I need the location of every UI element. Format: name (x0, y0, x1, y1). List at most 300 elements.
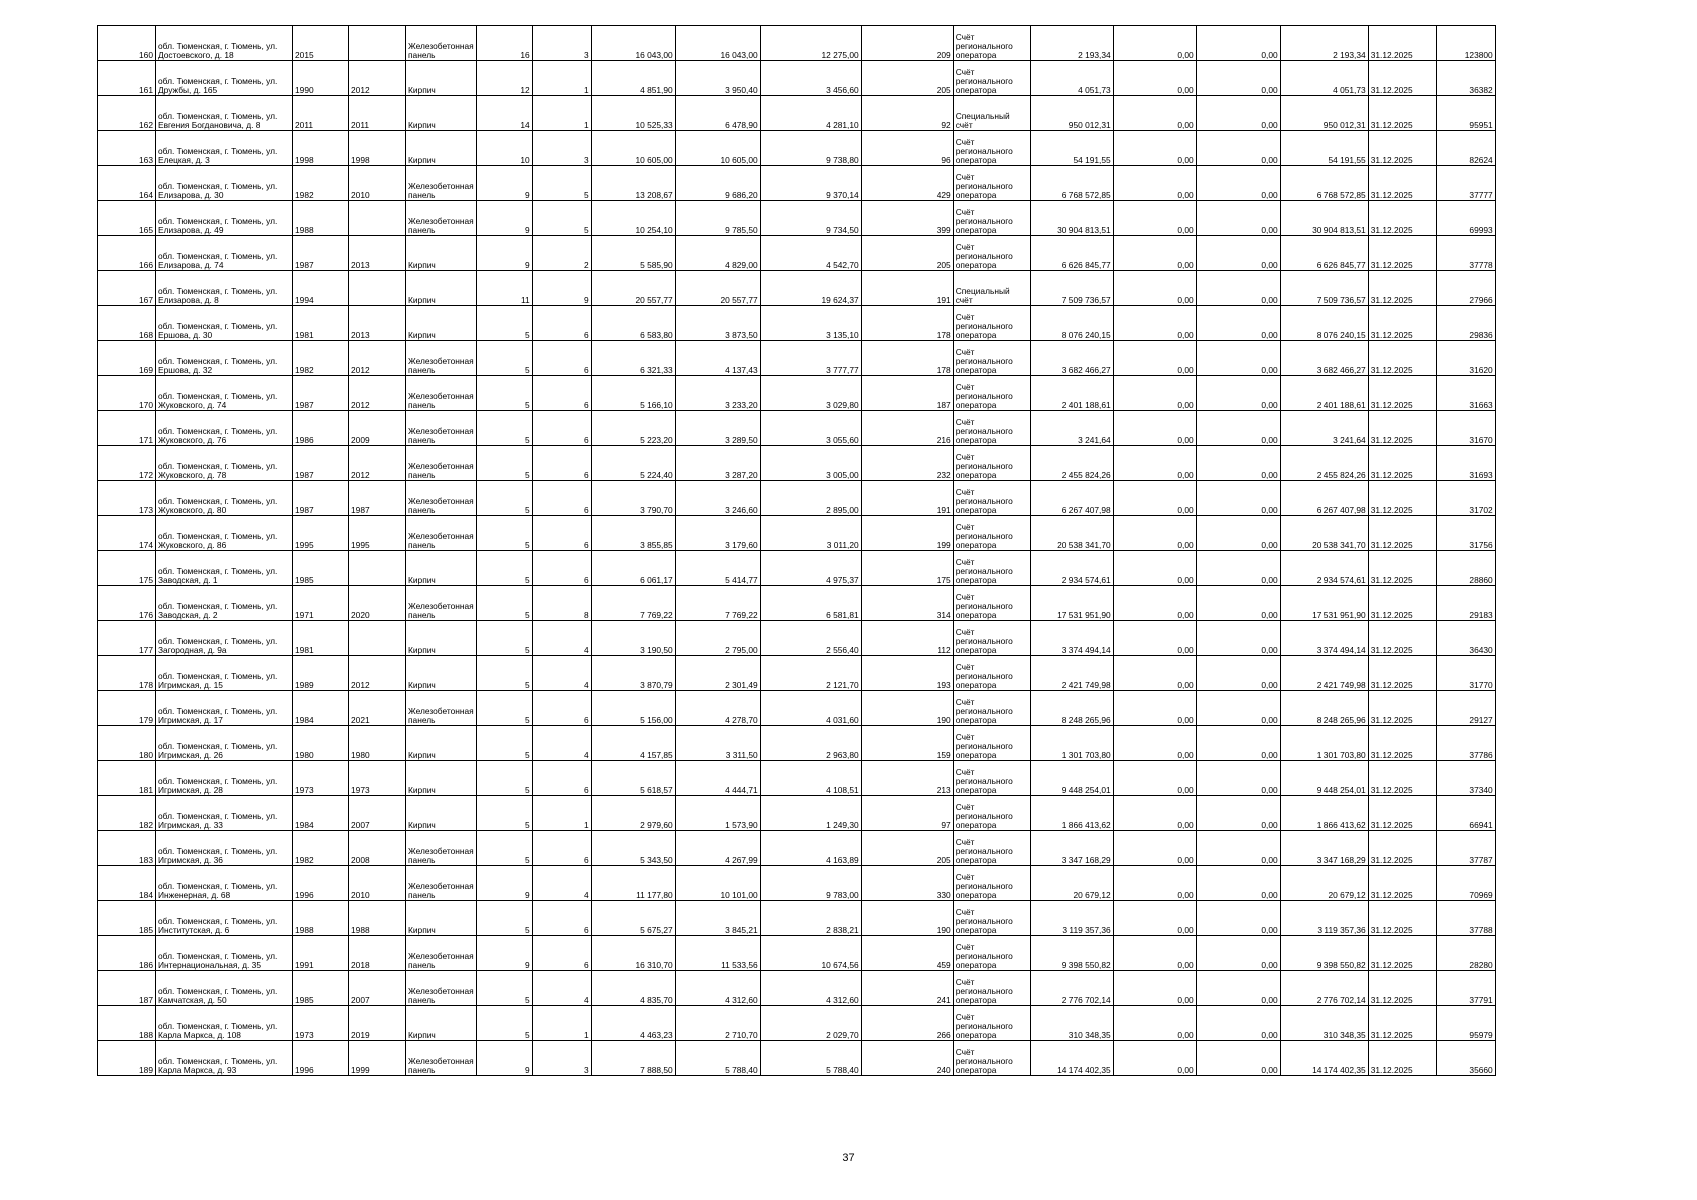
residents-cell: 216 (861, 411, 953, 446)
fund-account-type-cell: Счёт регионального оператора (953, 971, 1030, 1006)
row-number-cell: 189 (98, 1041, 156, 1076)
build-year-cell: 1991 (293, 936, 349, 971)
overhaul-year-cell: 2007 (349, 796, 406, 831)
deadline-date-cell: 31.12.2025 (1368, 691, 1436, 726)
collected-amount-cell: 6 626 845,77 (1030, 236, 1113, 271)
deadline-date-cell: 31.12.2025 (1368, 306, 1436, 341)
wall-material-cell: Железобетонная панель (406, 516, 477, 551)
total-area-cell: 4 835,70 (591, 971, 675, 1006)
collected-amount-cell: 2 455 824,26 (1030, 446, 1113, 481)
table-row (98, 376, 1496, 411)
deadline-date-cell: 31.12.2025 (1368, 726, 1436, 761)
house-id-cell: 95951 (1436, 96, 1495, 131)
collected-amount-cell: 3 374 494,14 (1030, 621, 1113, 656)
entrances-cell: 3 (532, 131, 591, 166)
total-area-cell: 5 343,50 (591, 831, 675, 866)
collected-amount-cell: 310 348,35 (1030, 1006, 1113, 1041)
collected-amount-cell: 950 012,31 (1030, 96, 1113, 131)
overhaul-year-cell: 1998 (349, 131, 406, 166)
residents-cell: 92 (861, 96, 953, 131)
entrances-cell: 3 (532, 26, 591, 61)
spent-amount-cell: 0,00 (1113, 551, 1196, 586)
residents-cell: 314 (861, 586, 953, 621)
wall-material-cell: Железобетонная панель (406, 376, 477, 411)
residents-cell: 205 (861, 831, 953, 866)
address-cell: обл. Тюменская, г. Тюмень, ул. Жуковского, д. 76 (156, 411, 293, 446)
entrances-cell: 6 (532, 551, 591, 586)
owned-area-cell: 2 895,00 (760, 481, 861, 516)
wall-material-cell: Кирпич (406, 306, 477, 341)
wall-material-cell: Железобетонная панель (406, 26, 477, 61)
wall-material-cell: Железобетонная панель (406, 586, 477, 621)
fund-account-type-cell: Специальный счёт (953, 271, 1030, 306)
collected-amount-cell: 4 051,73 (1030, 61, 1113, 96)
row-number-cell: 180 (98, 726, 156, 761)
collected-amount-cell: 3 119 357,36 (1030, 901, 1113, 936)
overhaul-year-cell: 1988 (349, 901, 406, 936)
fund-account-type-cell: Счёт регионального оператора (953, 796, 1030, 831)
table-row (98, 796, 1496, 831)
row-number-cell: 179 (98, 691, 156, 726)
residential-area-cell: 1 573,90 (675, 796, 760, 831)
overhaul-year-cell: 1995 (349, 516, 406, 551)
owned-area-cell: 2 121,70 (760, 656, 861, 691)
build-year-cell: 2011 (293, 96, 349, 131)
house-id-cell: 31756 (1436, 516, 1495, 551)
entrances-cell: 6 (532, 376, 591, 411)
residents-cell: 429 (861, 166, 953, 201)
address-cell: обл. Тюменская, г. Тюмень, ул. Жуковского, д. 86 (156, 516, 293, 551)
total-area-cell: 6 321,33 (591, 341, 675, 376)
house-id-cell: 29127 (1436, 691, 1495, 726)
fund-account-type-cell: Счёт регионального оператора (953, 551, 1030, 586)
house-id-cell: 28280 (1436, 936, 1495, 971)
owned-area-cell: 4 163,89 (760, 831, 861, 866)
wall-material-cell: Кирпич (406, 551, 477, 586)
collected-amount-cell: 17 531 951,90 (1030, 586, 1113, 621)
overhaul-year-cell: 2008 (349, 831, 406, 866)
residential-area-cell: 3 873,50 (675, 306, 760, 341)
overhaul-year-cell: 2007 (349, 971, 406, 1006)
floors-cell: 5 (476, 621, 532, 656)
overhaul-year-cell (349, 621, 406, 656)
house-id-cell: 29836 (1436, 306, 1495, 341)
fund-account-type-cell: Специальный счёт (953, 96, 1030, 131)
wall-material-cell: Кирпич (406, 726, 477, 761)
row-number-cell: 162 (98, 96, 156, 131)
address-cell: обл. Тюменская, г. Тюмень, ул. Жуковского, д. 74 (156, 376, 293, 411)
balance-amount-cell: 9 448 254,01 (1280, 761, 1368, 796)
house-id-cell: 31663 (1436, 376, 1495, 411)
debt-amount-cell: 0,00 (1196, 376, 1280, 411)
spent-amount-cell: 0,00 (1113, 621, 1196, 656)
house-id-cell: 37791 (1436, 971, 1495, 1006)
table-row (98, 411, 1496, 446)
floors-cell: 9 (476, 866, 532, 901)
collected-amount-cell: 2 193,34 (1030, 26, 1113, 61)
row-number-cell: 186 (98, 936, 156, 971)
owned-area-cell: 9 738,80 (760, 131, 861, 166)
house-id-cell: 29183 (1436, 586, 1495, 621)
total-area-cell: 13 208,67 (591, 166, 675, 201)
row-number-cell: 161 (98, 61, 156, 96)
residents-cell: 112 (861, 621, 953, 656)
wall-material-cell: Железобетонная панель (406, 341, 477, 376)
residential-area-cell: 3 845,21 (675, 901, 760, 936)
collected-amount-cell: 20 538 341,70 (1030, 516, 1113, 551)
debt-amount-cell: 0,00 (1196, 236, 1280, 271)
row-number-cell: 169 (98, 341, 156, 376)
deadline-date-cell: 31.12.2025 (1368, 831, 1436, 866)
build-year-cell: 1987 (293, 376, 349, 411)
deadline-date-cell: 31.12.2025 (1368, 271, 1436, 306)
floors-cell: 11 (476, 271, 532, 306)
build-year-cell: 1987 (293, 481, 349, 516)
floors-cell: 5 (476, 901, 532, 936)
balance-amount-cell: 3 347 168,29 (1280, 831, 1368, 866)
wall-material-cell: Железобетонная панель (406, 201, 477, 236)
spent-amount-cell: 0,00 (1113, 796, 1196, 831)
build-year-cell: 1995 (293, 516, 349, 551)
row-number-cell: 164 (98, 166, 156, 201)
floors-cell: 5 (476, 761, 532, 796)
debt-amount-cell: 0,00 (1196, 201, 1280, 236)
build-year-cell: 1998 (293, 131, 349, 166)
entrances-cell: 3 (532, 1041, 591, 1076)
residents-cell: 97 (861, 796, 953, 831)
table-row (98, 166, 1496, 201)
wall-material-cell: Кирпич (406, 796, 477, 831)
page-number: 37 (842, 1152, 855, 1164)
table-row (98, 26, 1496, 61)
table-row (98, 271, 1496, 306)
owned-area-cell: 1 249,30 (760, 796, 861, 831)
house-id-cell: 28860 (1436, 551, 1495, 586)
debt-amount-cell: 0,00 (1196, 61, 1280, 96)
build-year-cell: 1989 (293, 656, 349, 691)
wall-material-cell: Железобетонная панель (406, 866, 477, 901)
collected-amount-cell: 3 241,64 (1030, 411, 1113, 446)
overhaul-year-cell: 2012 (349, 61, 406, 96)
balance-amount-cell: 6 626 845,77 (1280, 236, 1368, 271)
deadline-date-cell: 31.12.2025 (1368, 341, 1436, 376)
address-cell: обл. Тюменская, г. Тюмень, ул. Интернациональная, д. 35 (156, 936, 293, 971)
residents-cell: 240 (861, 1041, 953, 1076)
row-number-cell: 163 (98, 131, 156, 166)
residential-area-cell: 3 233,20 (675, 376, 760, 411)
house-id-cell: 31770 (1436, 656, 1495, 691)
address-cell: обл. Тюменская, г. Тюмень, ул. Игримская, д. 33 (156, 796, 293, 831)
spent-amount-cell: 0,00 (1113, 866, 1196, 901)
floors-cell: 5 (476, 341, 532, 376)
deadline-date-cell: 31.12.2025 (1368, 411, 1436, 446)
debt-amount-cell: 0,00 (1196, 621, 1280, 656)
collected-amount-cell: 9 448 254,01 (1030, 761, 1113, 796)
total-area-cell: 7 888,50 (591, 1041, 675, 1076)
spent-amount-cell: 0,00 (1113, 691, 1196, 726)
owned-area-cell: 4 108,51 (760, 761, 861, 796)
residential-area-cell: 5 788,40 (675, 1041, 760, 1076)
house-id-cell: 37778 (1436, 236, 1495, 271)
spent-amount-cell: 0,00 (1113, 236, 1196, 271)
balance-amount-cell: 1 866 413,62 (1280, 796, 1368, 831)
deadline-date-cell: 31.12.2025 (1368, 796, 1436, 831)
address-cell: обл. Тюменская, г. Тюмень, ул. Инженерная, д. 68 (156, 866, 293, 901)
house-id-cell: 37340 (1436, 761, 1495, 796)
residents-cell: 159 (861, 726, 953, 761)
balance-amount-cell: 4 051,73 (1280, 61, 1368, 96)
spent-amount-cell: 0,00 (1113, 376, 1196, 411)
spent-amount-cell: 0,00 (1113, 936, 1196, 971)
fund-account-type-cell: Счёт регионального оператора (953, 131, 1030, 166)
spent-amount-cell: 0,00 (1113, 1006, 1196, 1041)
collected-amount-cell: 6 768 572,85 (1030, 166, 1113, 201)
fund-account-type-cell: Счёт регионального оператора (953, 376, 1030, 411)
house-id-cell: 36430 (1436, 621, 1495, 656)
residential-area-cell: 3 311,50 (675, 726, 760, 761)
fund-account-type-cell: Счёт регионального оператора (953, 726, 1030, 761)
debt-amount-cell: 0,00 (1196, 796, 1280, 831)
wall-material-cell: Железобетонная панель (406, 446, 477, 481)
entrances-cell: 4 (532, 971, 591, 1006)
entrances-cell: 4 (532, 726, 591, 761)
debt-amount-cell: 0,00 (1196, 901, 1280, 936)
floors-cell: 5 (476, 376, 532, 411)
build-year-cell: 1990 (293, 61, 349, 96)
residents-cell: 205 (861, 61, 953, 96)
entrances-cell: 1 (532, 61, 591, 96)
deadline-date-cell: 31.12.2025 (1368, 26, 1436, 61)
overhaul-year-cell: 2010 (349, 866, 406, 901)
address-cell: обл. Тюменская, г. Тюмень, ул. Загородная, д. 9а (156, 621, 293, 656)
collected-amount-cell: 20 679,12 (1030, 866, 1113, 901)
residential-area-cell: 3 287,20 (675, 446, 760, 481)
entrances-cell: 4 (532, 621, 591, 656)
balance-amount-cell: 6 267 407,98 (1280, 481, 1368, 516)
residents-cell: 190 (861, 691, 953, 726)
build-year-cell: 1988 (293, 201, 349, 236)
deadline-date-cell: 31.12.2025 (1368, 866, 1436, 901)
spent-amount-cell: 0,00 (1113, 26, 1196, 61)
wall-material-cell: Железобетонная панель (406, 971, 477, 1006)
wall-material-cell: Железобетонная панель (406, 1041, 477, 1076)
overhaul-year-cell: 2012 (349, 446, 406, 481)
build-year-cell: 1996 (293, 1041, 349, 1076)
fund-account-type-cell: Счёт регионального оператора (953, 446, 1030, 481)
debt-amount-cell: 0,00 (1196, 831, 1280, 866)
wall-material-cell: Кирпич (406, 901, 477, 936)
total-area-cell: 2 979,60 (591, 796, 675, 831)
balance-amount-cell: 310 348,35 (1280, 1006, 1368, 1041)
balance-amount-cell: 17 531 951,90 (1280, 586, 1368, 621)
residential-area-cell: 4 312,60 (675, 971, 760, 1006)
table-row (98, 96, 1496, 131)
residential-area-cell: 16 043,00 (675, 26, 760, 61)
wall-material-cell: Железобетонная панель (406, 411, 477, 446)
spent-amount-cell: 0,00 (1113, 131, 1196, 166)
balance-amount-cell: 8 076 240,15 (1280, 306, 1368, 341)
entrances-cell: 6 (532, 901, 591, 936)
address-cell: обл. Тюменская, г. Тюмень, ул. Ершова, д. 32 (156, 341, 293, 376)
fund-account-type-cell: Счёт регионального оператора (953, 516, 1030, 551)
overhaul-year-cell: 2012 (349, 341, 406, 376)
balance-amount-cell: 6 768 572,85 (1280, 166, 1368, 201)
table-row (98, 61, 1496, 96)
balance-amount-cell: 2 455 824,26 (1280, 446, 1368, 481)
residential-area-cell: 11 533,56 (675, 936, 760, 971)
deadline-date-cell: 31.12.2025 (1368, 131, 1436, 166)
table-row (98, 341, 1496, 376)
debt-amount-cell: 0,00 (1196, 551, 1280, 586)
overhaul-year-cell: 1980 (349, 726, 406, 761)
house-id-cell: 70969 (1436, 866, 1495, 901)
row-number-cell: 185 (98, 901, 156, 936)
residential-area-cell: 9 686,20 (675, 166, 760, 201)
owned-area-cell: 3 011,20 (760, 516, 861, 551)
spent-amount-cell: 0,00 (1113, 411, 1196, 446)
total-area-cell: 10 525,33 (591, 96, 675, 131)
residents-cell: 191 (861, 481, 953, 516)
entrances-cell: 8 (532, 586, 591, 621)
owned-area-cell: 2 838,21 (760, 901, 861, 936)
deadline-date-cell: 31.12.2025 (1368, 376, 1436, 411)
address-cell: обл. Тюменская, г. Тюмень, ул. Елизарова, д. 49 (156, 201, 293, 236)
debt-amount-cell: 0,00 (1196, 726, 1280, 761)
address-cell: обл. Тюменская, г. Тюмень, ул. Камчатская, д. 50 (156, 971, 293, 1006)
fund-account-type-cell: Счёт регионального оператора (953, 166, 1030, 201)
collected-amount-cell: 3 347 168,29 (1030, 831, 1113, 866)
build-year-cell: 2015 (293, 26, 349, 61)
build-year-cell: 1987 (293, 236, 349, 271)
deadline-date-cell: 31.12.2025 (1368, 901, 1436, 936)
fund-account-type-cell: Счёт регионального оператора (953, 656, 1030, 691)
total-area-cell: 10 605,00 (591, 131, 675, 166)
total-area-cell: 4 463,23 (591, 1006, 675, 1041)
deadline-date-cell: 31.12.2025 (1368, 656, 1436, 691)
table-row (98, 131, 1496, 166)
entrances-cell: 2 (532, 236, 591, 271)
total-area-cell: 3 870,79 (591, 656, 675, 691)
fund-account-type-cell: Счёт регионального оператора (953, 26, 1030, 61)
floors-cell: 5 (476, 656, 532, 691)
balance-amount-cell: 20 679,12 (1280, 866, 1368, 901)
row-number-cell: 171 (98, 411, 156, 446)
balance-amount-cell: 2 401 188,61 (1280, 376, 1368, 411)
owned-area-cell: 3 029,80 (760, 376, 861, 411)
spent-amount-cell: 0,00 (1113, 516, 1196, 551)
owned-area-cell: 2 556,40 (760, 621, 861, 656)
deadline-date-cell: 31.12.2025 (1368, 621, 1436, 656)
floors-cell: 5 (476, 796, 532, 831)
residents-cell: 459 (861, 936, 953, 971)
total-area-cell: 5 223,20 (591, 411, 675, 446)
house-id-cell: 66941 (1436, 796, 1495, 831)
collected-amount-cell: 1 866 413,62 (1030, 796, 1113, 831)
table-row (98, 1006, 1496, 1041)
address-cell: обл. Тюменская, г. Тюмень, ул. Евгения Богдановича, д. 8 (156, 96, 293, 131)
floors-cell: 5 (476, 551, 532, 586)
build-year-cell: 1984 (293, 691, 349, 726)
spent-amount-cell: 0,00 (1113, 201, 1196, 236)
residential-area-cell: 3 289,50 (675, 411, 760, 446)
balance-amount-cell: 2 193,34 (1280, 26, 1368, 61)
balance-amount-cell: 54 191,55 (1280, 131, 1368, 166)
floors-cell: 9 (476, 1041, 532, 1076)
housing-register-table (97, 25, 1496, 1076)
address-cell: обл. Тюменская, г. Тюмень, ул. Игримская, д. 26 (156, 726, 293, 761)
build-year-cell: 1982 (293, 341, 349, 376)
overhaul-year-cell: 2013 (349, 306, 406, 341)
address-cell: обл. Тюменская, г. Тюмень, ул. Карла Маркса, д. 93 (156, 1041, 293, 1076)
collected-amount-cell: 7 509 736,57 (1030, 271, 1113, 306)
spent-amount-cell: 0,00 (1113, 61, 1196, 96)
fund-account-type-cell: Счёт регионального оператора (953, 901, 1030, 936)
fund-account-type-cell: Счёт регионального оператора (953, 586, 1030, 621)
address-cell: обл. Тюменская, г. Тюмень, ул. Заводская, д. 2 (156, 586, 293, 621)
table-row (98, 971, 1496, 1006)
overhaul-year-cell (349, 201, 406, 236)
debt-amount-cell: 0,00 (1196, 586, 1280, 621)
build-year-cell: 1988 (293, 901, 349, 936)
total-area-cell: 5 156,00 (591, 691, 675, 726)
collected-amount-cell: 2 934 574,61 (1030, 551, 1113, 586)
row-number-cell: 181 (98, 761, 156, 796)
residential-area-cell: 2 710,70 (675, 1006, 760, 1041)
owned-area-cell: 12 275,00 (760, 26, 861, 61)
residential-area-cell: 4 278,70 (675, 691, 760, 726)
residents-cell: 175 (861, 551, 953, 586)
address-cell: обл. Тюменская, г. Тюмень, ул. Жуковского, д. 78 (156, 446, 293, 481)
residential-area-cell: 4 444,71 (675, 761, 760, 796)
wall-material-cell: Кирпич (406, 271, 477, 306)
fund-account-type-cell: Счёт регионального оператора (953, 1006, 1030, 1041)
collected-amount-cell: 2 421 749,98 (1030, 656, 1113, 691)
floors-cell: 10 (476, 131, 532, 166)
deadline-date-cell: 31.12.2025 (1368, 1041, 1436, 1076)
spent-amount-cell: 0,00 (1113, 1041, 1196, 1076)
owned-area-cell: 4 312,60 (760, 971, 861, 1006)
overhaul-year-cell: 2010 (349, 166, 406, 201)
floors-cell: 5 (476, 586, 532, 621)
residents-cell: 399 (861, 201, 953, 236)
house-id-cell: 31702 (1436, 481, 1495, 516)
address-cell: обл. Тюменская, г. Тюмень, ул. Жуковского, д. 80 (156, 481, 293, 516)
entrances-cell: 6 (532, 936, 591, 971)
floors-cell: 9 (476, 201, 532, 236)
residents-cell: 205 (861, 236, 953, 271)
fund-account-type-cell: Счёт регионального оператора (953, 831, 1030, 866)
table-row (98, 481, 1496, 516)
residential-area-cell: 20 557,77 (675, 271, 760, 306)
overhaul-year-cell: 1973 (349, 761, 406, 796)
address-cell: обл. Тюменская, г. Тюмень, ул. Елецкая, д. 3 (156, 131, 293, 166)
wall-material-cell: Кирпич (406, 1006, 477, 1041)
build-year-cell: 1982 (293, 166, 349, 201)
row-number-cell: 182 (98, 796, 156, 831)
owned-area-cell: 4 031,60 (760, 691, 861, 726)
residential-area-cell: 10 605,00 (675, 131, 760, 166)
debt-amount-cell: 0,00 (1196, 96, 1280, 131)
entrances-cell: 4 (532, 656, 591, 691)
fund-account-type-cell: Счёт регионального оператора (953, 691, 1030, 726)
total-area-cell: 6 583,80 (591, 306, 675, 341)
fund-account-type-cell: Счёт регионального оператора (953, 761, 1030, 796)
entrances-cell: 9 (532, 271, 591, 306)
wall-material-cell: Железобетонная панель (406, 481, 477, 516)
residents-cell: 199 (861, 516, 953, 551)
residents-cell: 178 (861, 341, 953, 376)
total-area-cell: 6 061,17 (591, 551, 675, 586)
